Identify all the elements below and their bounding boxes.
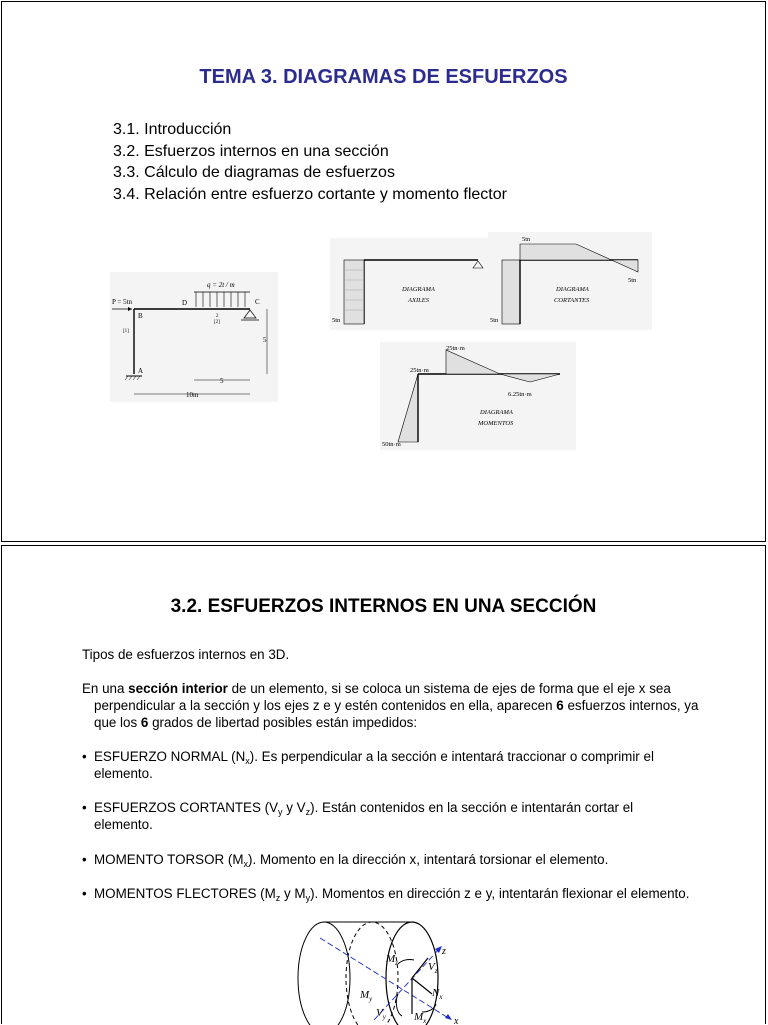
svg-text:Vy: $V_y$ <box>376 1007 386 1021</box>
cortantes-value-right: 5tn <box>628 277 637 284</box>
cortantes-label-line2: CORTANTES <box>554 297 590 304</box>
bullet-esfuerzo-normal: • ESFUERZO NORMAL $(N_x)$. Es perpendicular a la sección e intentará traccionar o comprimir el elemento. <box>82 749 654 781</box>
momentos-label-line2: MOMENTOS <box>478 420 514 427</box>
axiles-label-line2: AXILES <box>408 297 429 304</box>
slide-title: TEMA 3. DIAGRAMAS DE ESFUERZOS <box>199 66 568 88</box>
axis-z-label: z <box>442 946 446 957</box>
member-2-marker: [2] <box>214 320 220 325</box>
frame-structure-figure <box>110 272 278 402</box>
intro-text: Tipos de esfuerzos internos en 3D. <box>82 647 290 662</box>
cortantes-label-line1: DIAGRAMA <box>556 286 589 293</box>
nx-label: N <box>432 987 440 999</box>
dim-height-label: 5 <box>263 336 267 344</box>
bullet-momentos-flectores: • MOMENTOS FLECTORES ($M_z$ y $M_y$). Momentos en dirección z e y, intentarán flexionar el elemento. <box>82 886 690 903</box>
load-q-label: q = 2t / m <box>207 281 235 289</box>
dim-span-right-label: 5 <box>220 377 224 385</box>
member-2-number: 2 <box>216 314 219 319</box>
svg-text:Vz: $V_z$ <box>428 961 438 975</box>
my-label: M <box>360 989 370 1001</box>
slide-title: 3.2. ESFUERZOS INTERNOS EN UNA SECCIÓN <box>170 596 597 617</box>
svg-text:Mx: $M_x$ <box>414 1011 427 1025</box>
cylinder-section-figure <box>290 916 470 1025</box>
node-d-label: D <box>182 299 188 307</box>
member-1-marker: [1] <box>123 329 129 334</box>
toc-item: 3.1. Introducción <box>113 121 232 138</box>
momentos-value-mid: 6.25tn·m <box>508 391 532 398</box>
node-b-label: B <box>138 312 143 320</box>
slide-esfuerzos-internos <box>1 545 766 1024</box>
vy-label: V <box>376 1007 383 1019</box>
slide-tema-3 <box>1 1 766 542</box>
svg-text:Nx: $N_x$ <box>432 987 443 1001</box>
node-a-label: A <box>138 367 144 375</box>
bullet-esfuerzos-cortantes: • ESFUERZOS CORTANTES ($V_y$ y $V_z$). Están contenidos en la sección e intentarán cortar el elemento. <box>82 800 634 832</box>
axiles-value: 5tn <box>332 317 341 324</box>
toc-item: 3.2. Esfuerzos internos en una sección <box>113 142 389 160</box>
dim-total-label: 10m <box>186 391 199 399</box>
momentos-label-line1: DIAGRAMA <box>480 409 513 416</box>
toc-item: 3.3. Cálculo de diagramas de esfuerzos <box>113 164 395 181</box>
svg-text:My: $M_y$ <box>360 989 373 1003</box>
cortantes-diagram-figure <box>488 232 652 330</box>
svg-text:Mz: $M_z$ <box>386 953 398 967</box>
axiles-label-line1: DIAGRAMA <box>402 286 435 293</box>
momentos-value-top: 25tn·m <box>446 345 465 352</box>
axis-x-label: x <box>454 1016 459 1025</box>
mz-label: M <box>386 953 396 965</box>
node-c-label: C <box>255 298 260 306</box>
cortantes-value-left: 5tn <box>490 317 499 324</box>
table-of-contents <box>113 119 507 205</box>
bullet-momento-torsor: • MOMENTO TORSOR $(M_x)$. Momento en la dirección x, intentará torsionar el elemento. <box>82 852 609 869</box>
cortantes-value-top: 5tn <box>522 236 531 243</box>
toc-item: 3.4. Relación entre esfuerzo cortante y momento flector <box>113 185 507 203</box>
load-p-label: P = 5tn <box>112 298 133 306</box>
momentos-value-bottom: 50tn·m <box>382 441 401 448</box>
mx-label: M <box>414 1011 424 1023</box>
vz-label: V <box>428 961 435 973</box>
momentos-diagram-figure <box>380 342 576 450</box>
paragraph-seccion-interior: En una sección interior de un elemento, si se coloca un sistema de ejes de forma que el eje x sea perpendicular a la sección y los ejes z e y estén contenidos en ella, aparecen 6 esfuerzos internos, ya que los 6 grados de libertad posibles están impedidos: <box>82 681 699 730</box>
axiles-diagram-figure <box>330 238 488 330</box>
momentos-value-left: 25tn·m <box>410 367 429 374</box>
